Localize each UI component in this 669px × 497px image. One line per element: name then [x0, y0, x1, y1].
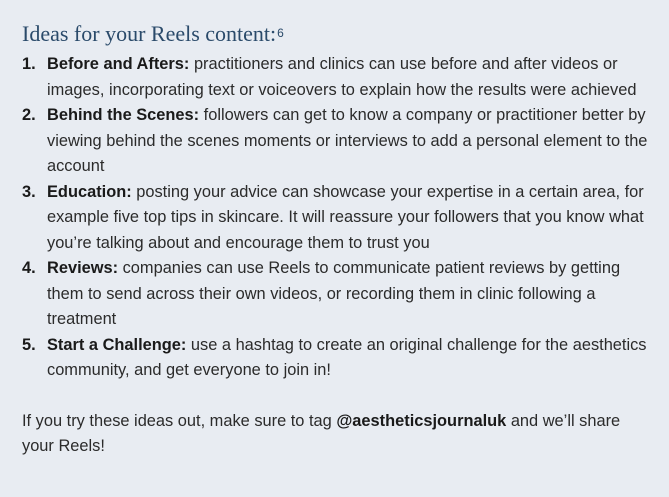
list-item-title: Reviews:	[47, 259, 119, 277]
closing-text-before: If you try these ideas out, make sure to tag	[22, 411, 337, 430]
list-item-text: use a hashtag to create an original challenge for the aesthetics community, and get everyone to join in!	[47, 335, 647, 379]
list-item-body	[47, 52, 655, 103]
list-item-body	[47, 103, 655, 180]
list-item	[22, 103, 655, 180]
list-item-text: companies can use Reels to communicate patient reviews by getting them to send across their own videos, or recording them in clinic following a treatment	[47, 259, 621, 328]
list-item-number: 2.	[22, 106, 36, 124]
list-item	[22, 52, 655, 103]
footnote-marker[interactable]: 6	[277, 26, 284, 40]
list-item-body	[47, 333, 655, 384]
list-item-text: followers can get to know a company or practitioner better by viewing behind the scenes moments or interviews to add a personal element to the account	[47, 106, 648, 175]
list-item-body	[47, 256, 655, 333]
list-item	[22, 256, 655, 333]
instagram-handle-link[interactable]: @aestheticsjournaluk	[336, 411, 507, 430]
list-item	[22, 180, 655, 257]
list-item-number: 3.	[22, 182, 36, 201]
list-item-body	[47, 180, 655, 257]
list-item-number: 4.	[22, 259, 36, 277]
list-item-text: practitioners and clinics can use before and after videos or images, incorporating text or voiceovers to explain how the results were achieved	[47, 55, 637, 99]
closing-text-after: and we’ll share your Reels!	[22, 411, 621, 455]
list-item-text: posting your advice can showcase your expertise in a certain area, for example five top tips in skincare. It will reassure your followers that you know what you’re talking about and encourage them to trust you	[47, 182, 644, 252]
list-item-number: 1.	[22, 55, 36, 73]
section-heading	[22, 20, 655, 48]
list-item-title: Before and Afters:	[47, 55, 190, 73]
heading-text: Ideas for your Reels content:	[22, 21, 277, 46]
list-item-title: Behind the Scenes:	[47, 106, 200, 124]
list-item-title: Education:	[47, 182, 132, 201]
ideas-list	[22, 52, 655, 384]
list-item	[22, 333, 655, 384]
closing-paragraph	[22, 409, 655, 460]
list-item-number: 5.	[22, 335, 36, 354]
list-item-title: Start a Challenge:	[47, 335, 187, 354]
